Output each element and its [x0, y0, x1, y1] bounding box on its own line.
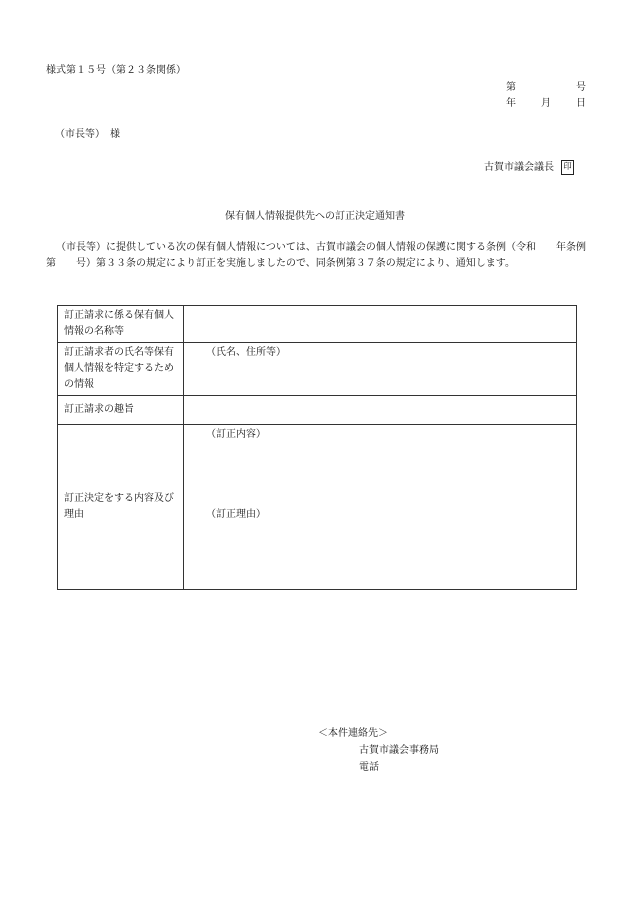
number-prefix: 第 [506, 82, 516, 93]
row-value-request-purpose [184, 396, 577, 425]
table-row [58, 343, 577, 396]
table-row [58, 425, 577, 590]
row-value-record-name [184, 306, 577, 343]
document-title: 保有個人情報提供先への訂正決定通知書 [225, 211, 405, 222]
row-label-decision-content: 訂正決定をする内容及び理由 [58, 425, 184, 590]
month-label: 月 [541, 98, 551, 109]
number-suffix: 号 [576, 82, 586, 93]
table-row [58, 306, 577, 343]
document-number-line [506, 81, 586, 95]
table-row [58, 396, 577, 425]
date-line [506, 97, 586, 111]
row-value-requester-info [184, 343, 577, 396]
decision-table [57, 305, 577, 590]
requester-hint: （氏名、住所等） [206, 347, 286, 358]
sender-block [484, 160, 574, 175]
contact-phone: 電話 [359, 762, 379, 773]
seal-stamp: 印 [561, 160, 574, 175]
day-label: 日 [576, 98, 586, 109]
addressee: （市長等） 様 [55, 129, 120, 140]
year-label: 年 [506, 98, 516, 109]
contact-office: 古賀市議会事務局 [359, 745, 439, 756]
contact-heading: ＜本件連絡先＞ [318, 728, 388, 739]
reason-hint: （訂正理由） [206, 509, 266, 520]
row-value-decision-content [184, 425, 577, 590]
content-hint: （訂正内容） [206, 429, 266, 440]
sender-name: 古賀市議会議長 [484, 161, 554, 173]
row-label-record-name: 訂正請求に係る保有個人情報の名称等 [58, 306, 184, 343]
form-number: 様式第１５号（第２３条関係） [46, 65, 186, 76]
row-label-request-purpose: 訂正請求の趣旨 [58, 396, 184, 425]
row-label-requester-info: 訂正請求者の氏名等保有個人情報を特定するための情報 [58, 343, 184, 396]
body-text: （市長等）に提供している次の保有個人情報については、古賀市議会の個人情報の保護に関する条例（令和 年条例第 号）第３３条の規定により訂正を実施しましたので、同条例第３７条の規定により、通知します。 [46, 242, 586, 269]
